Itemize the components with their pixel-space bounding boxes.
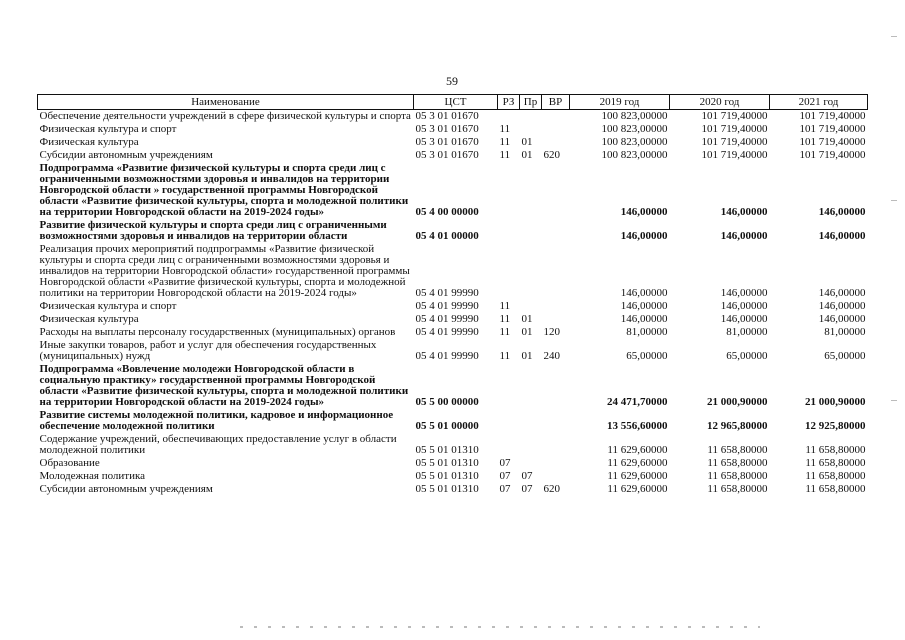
row-rz: 11 — [499, 123, 511, 135]
page-number: 59 — [446, 74, 458, 88]
row-vr — [542, 433, 570, 457]
table-row — [38, 363, 868, 409]
row-rz — [498, 110, 520, 124]
row-csr: 05 4 01 00000 — [415, 230, 479, 242]
row-rz: 07 — [499, 470, 511, 482]
row-vr — [542, 162, 570, 219]
row-vr — [542, 300, 570, 313]
row-pr — [520, 300, 542, 313]
row-pr — [520, 363, 542, 409]
row-2019: 146,00000 — [620, 313, 668, 325]
row-pr — [520, 219, 542, 243]
row-rz — [498, 219, 520, 243]
row-2021: 146,00000 — [818, 300, 866, 312]
row-2019: 24 471,70000 — [607, 396, 668, 408]
row-vr — [542, 136, 570, 149]
row-vr — [542, 243, 570, 300]
row-2021: 65,00000 — [824, 350, 866, 362]
row-2019: 11 629,60000 — [607, 457, 668, 469]
row-2019: 100 823,00000 — [601, 110, 668, 122]
row-2019: 65,00000 — [626, 350, 668, 362]
row-rz: 11 — [499, 136, 511, 148]
row-2020: 101 719,40000 — [701, 110, 768, 122]
row-2021: 21 000,90000 — [805, 396, 866, 408]
row-rz: 07 — [499, 483, 511, 495]
budget-table — [37, 94, 868, 496]
row-pr — [520, 110, 542, 124]
row-2021: 101 719,40000 — [799, 110, 866, 122]
row-2019: 146,00000 — [620, 287, 668, 299]
row-2020: 21 000,90000 — [707, 396, 768, 408]
row-name: Физическая культура и спорт — [39, 123, 177, 135]
row-name: Физическая культура — [39, 313, 139, 325]
row-2021: 11 658,80000 — [805, 483, 866, 495]
row-name: Развитие физической культуры и спорта среди лиц с ограниченными возможностями здоровья и инвалидов на территории области — [39, 219, 387, 242]
row-vr: 620 — [543, 483, 560, 495]
header-csr: ЦСТ — [414, 95, 498, 110]
row-csr: 05 4 00 00000 — [415, 206, 479, 218]
row-csr: 05 5 01 01310 — [415, 483, 479, 495]
row-pr — [520, 123, 542, 136]
row-rz — [498, 409, 520, 433]
row-2021: 101 719,40000 — [799, 123, 866, 135]
row-2020: 146,00000 — [720, 287, 768, 299]
row-name: Физическая культура и спорт — [39, 300, 177, 312]
row-rz: 07 — [499, 457, 511, 469]
row-vr: 620 — [543, 149, 560, 161]
row-2021: 101 719,40000 — [799, 149, 866, 161]
row-2020: 146,00000 — [720, 313, 768, 325]
row-name: Физическая культура — [39, 136, 139, 148]
table-row — [38, 409, 868, 433]
row-csr: 05 5 01 01310 — [415, 457, 479, 469]
row-2021: 11 658,80000 — [805, 457, 866, 469]
row-rz: 11 — [499, 300, 511, 312]
row-vr — [542, 470, 570, 483]
row-pr — [520, 433, 542, 457]
row-2021: 81,00000 — [824, 326, 866, 338]
row-2020: 11 658,80000 — [707, 444, 768, 456]
row-rz — [498, 363, 520, 409]
scan-artifact — [240, 626, 760, 628]
edge-mark — [891, 200, 897, 201]
row-csr: 05 4 01 99990 — [415, 313, 479, 325]
row-2020: 146,00000 — [720, 230, 768, 242]
table-row — [38, 162, 868, 219]
row-2021: 146,00000 — [818, 313, 866, 325]
row-csr: 05 5 01 01310 — [415, 444, 479, 456]
row-2021: 101 719,40000 — [799, 136, 866, 148]
row-rz: 11 — [499, 149, 511, 161]
header-rz: РЗ — [498, 95, 520, 110]
row-pr — [520, 409, 542, 433]
row-2019: 11 629,60000 — [607, 444, 668, 456]
row-csr: 05 3 01 01670 — [415, 123, 479, 135]
row-csr: 05 5 01 01310 — [415, 470, 479, 482]
header-name: Наименование — [38, 95, 414, 110]
row-name: Развитие системы молодежной политики, кадровое и информационное обеспечение молодежной политики — [39, 409, 394, 432]
row-vr — [542, 363, 570, 409]
row-pr — [520, 243, 542, 300]
row-name: Расходы на выплаты персоналу государственных (муниципальных) органов — [39, 326, 396, 338]
table-row — [38, 313, 868, 326]
row-2020: 11 658,80000 — [707, 483, 768, 495]
row-pr — [520, 162, 542, 219]
row-pr: 01 — [521, 136, 533, 148]
table-body — [38, 110, 868, 497]
row-vr — [542, 457, 570, 470]
row-csr: 05 4 01 99990 — [415, 350, 479, 362]
row-2019: 11 629,60000 — [607, 483, 668, 495]
row-csr: 05 5 01 00000 — [415, 420, 479, 432]
header-2020: 2020 год — [670, 95, 770, 110]
row-2021: 146,00000 — [818, 287, 866, 299]
row-name: Иные закупки товаров, работ и услуг для обеспечения государственных (муниципальных) нужд — [39, 339, 377, 362]
row-name: Обеспечение деятельности учреждений в сфере физической культуры и спорта — [39, 110, 411, 122]
row-2019: 146,00000 — [620, 230, 668, 242]
table-row — [38, 457, 868, 470]
row-rz: 11 — [499, 350, 511, 362]
row-pr: 01 — [521, 313, 533, 325]
row-vr — [542, 313, 570, 326]
row-csr: 05 3 01 01670 — [415, 149, 479, 161]
row-2021: 12 925,80000 — [805, 420, 866, 432]
row-2019: 146,00000 — [620, 300, 668, 312]
table-row — [38, 326, 868, 339]
edge-mark — [891, 400, 897, 401]
row-csr: 05 5 00 00000 — [415, 396, 479, 408]
table-header — [38, 95, 868, 110]
row-2019: 11 629,60000 — [607, 470, 668, 482]
table-row — [38, 136, 868, 149]
row-rz: 11 — [499, 313, 511, 325]
row-2019: 100 823,00000 — [601, 123, 668, 135]
table-row — [38, 123, 868, 136]
row-2021: 146,00000 — [818, 230, 866, 242]
row-pr: 01 — [521, 350, 533, 362]
row-2020: 146,00000 — [720, 206, 768, 218]
row-name: Подпрограмма «Вовлечение молодежи Новгородской области в социальную практику» государственной программы Новгородской области «Развитие физической культуры, спорта и молодежной политики на территории Новгородской области на 2019-2024 годы» — [39, 363, 409, 408]
table-row — [38, 433, 868, 457]
row-vr — [542, 110, 570, 124]
table-row — [38, 470, 868, 483]
row-name: Субсидии автономным учреждениям — [39, 149, 213, 161]
row-pr: 01 — [521, 326, 533, 338]
header-vr: ВР — [542, 95, 570, 110]
row-2020: 12 965,80000 — [707, 420, 768, 432]
row-pr: 01 — [521, 149, 533, 161]
row-2020: 101 719,40000 — [701, 136, 768, 148]
table-row — [38, 483, 868, 496]
edge-mark — [891, 36, 897, 37]
row-2021: 11 658,80000 — [805, 470, 866, 482]
row-csr: 05 4 01 99990 — [415, 300, 479, 312]
row-rz: 11 — [499, 326, 511, 338]
row-vr — [542, 409, 570, 433]
row-csr: 05 3 01 01670 — [415, 136, 479, 148]
row-2020: 65,00000 — [726, 350, 768, 362]
row-2019: 100 823,00000 — [601, 149, 668, 161]
row-pr: 07 — [521, 483, 533, 495]
row-2019: 81,00000 — [626, 326, 668, 338]
row-2019: 13 556,60000 — [607, 420, 668, 432]
row-2020: 146,00000 — [720, 300, 768, 312]
row-name: Субсидии автономным учреждениям — [39, 483, 213, 495]
row-2020: 11 658,80000 — [707, 470, 768, 482]
row-2020: 11 658,80000 — [707, 457, 768, 469]
row-name: Образование — [39, 457, 100, 469]
header-pr: Пр — [520, 95, 542, 110]
row-name: Молодежная политика — [39, 470, 146, 482]
row-2019: 146,00000 — [620, 206, 668, 218]
row-rz — [498, 243, 520, 300]
row-2019: 100 823,00000 — [601, 136, 668, 148]
table-row — [38, 339, 868, 363]
row-csr: 05 4 01 99990 — [415, 326, 479, 338]
table-row — [38, 243, 868, 300]
row-2021: 146,00000 — [818, 206, 866, 218]
row-name: Реализация прочих мероприятий подпрограммы «Развитие физической культуры и спорта среди лиц с ограниченными возможностями здоровья и инвалидов на территории Новгородской области» государственной программы Новгородской области «Развитие физической культуры, спорта и молодежной политики на территории Новгородской области на 2019-2024 годы» — [39, 243, 410, 299]
row-rz — [498, 433, 520, 457]
row-vr — [542, 123, 570, 136]
row-vr: 240 — [543, 350, 560, 362]
row-vr: 120 — [543, 326, 560, 338]
table-row — [38, 300, 868, 313]
row-2020: 101 719,40000 — [701, 123, 768, 135]
row-csr: 05 4 01 99990 — [415, 287, 479, 299]
row-vr — [542, 219, 570, 243]
header-2019: 2019 год — [570, 95, 670, 110]
row-2021: 11 658,80000 — [805, 444, 866, 456]
row-name: Содержание учреждений, обеспечивающих предоставление услуг в области молодежной политики — [39, 433, 397, 456]
table-row — [38, 110, 868, 124]
row-rz — [498, 162, 520, 219]
table-row — [38, 219, 868, 243]
row-name: Подпрограмма «Развитие физической культуры и спорта среди лиц с ограниченными возможностями здоровья и инвалидов на территории Новгородской области » государственной программы Новгородской области «Развитие физической культуры, спорта и молодежной политики на территории Новгородской области на 2019-2024 годы» — [39, 162, 409, 218]
row-pr: 07 — [521, 470, 533, 482]
table-row — [38, 149, 868, 162]
row-csr: 05 3 01 01670 — [415, 110, 479, 122]
row-2020: 81,00000 — [726, 326, 768, 338]
row-2020: 101 719,40000 — [701, 149, 768, 161]
row-pr — [520, 457, 542, 470]
header-2021: 2021 год — [770, 95, 868, 110]
